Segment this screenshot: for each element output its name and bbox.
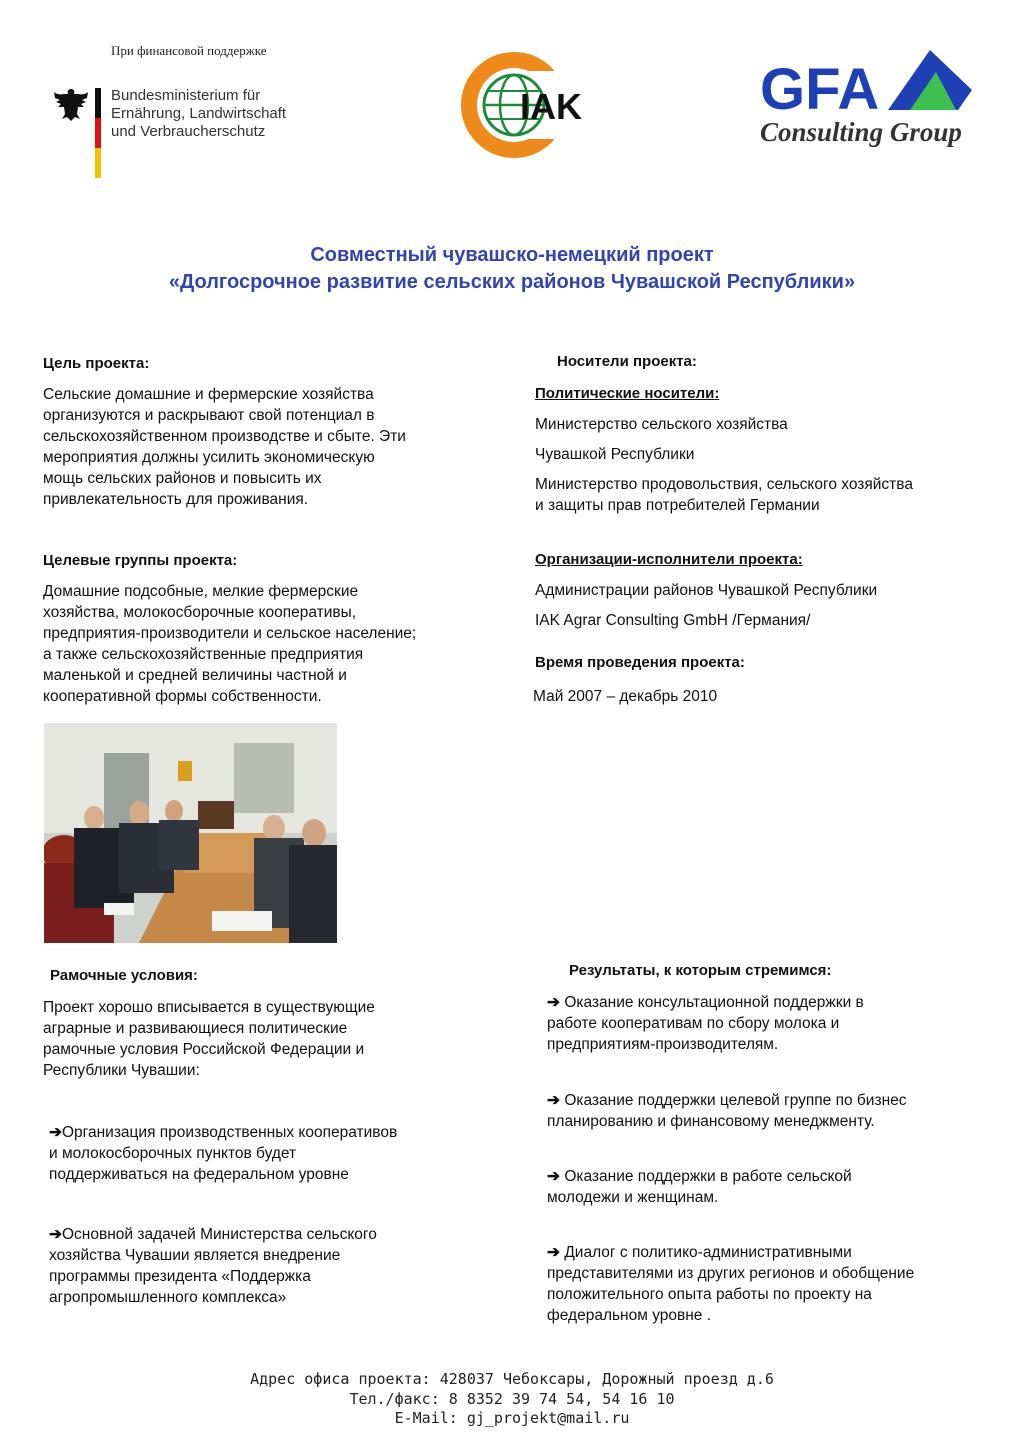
arrow-icon: ➔	[49, 1124, 62, 1141]
political-carrier-1-cont: Чувашкой Республики	[535, 446, 695, 463]
time-heading: Время проведения проекта:	[535, 654, 745, 671]
framework-item-1: ➔Организация производственных кооперативов и молокосборочных пунктов будет поддерживаться на федеральном уровне	[49, 1124, 398, 1183]
political-carrier-2: Министерство продовольствия, сельского хозяйства	[535, 476, 913, 493]
framework-item-2: ➔Основной задачей Министерства сельского хозяйства Чувашии является внедрение программы президента «Поддержка агропромышленного комплекса»	[49, 1226, 377, 1306]
results-heading: Результаты, к которым стремимся:	[569, 962, 832, 979]
result-item-2: ➔ Оказание поддержки целевой группе по бизнес планированию и финансовому менеджменту.	[547, 1092, 907, 1130]
svg-text:Consulting Group: Consulting Group	[760, 117, 962, 147]
political-carrier-2-cont: и защиты прав потребителей Германии	[535, 497, 820, 514]
political-carrier-1: Министерство сельского хозяйства	[535, 416, 788, 433]
carriers-heading: Носители проекта:	[557, 353, 697, 370]
federal-eagle-icon	[52, 86, 90, 124]
framework-heading: Рамочные условия:	[50, 967, 198, 984]
target-groups-text: Домашние подсобные, мелкие фермерские хозяйства, молокосборочные кооперативы, предприятия-производители и сельское население; а также сельскохозяйственные предприятия маленькой и средней величины частной и кооперативной формы собственности.	[43, 583, 417, 705]
executor-1: Администрации районов Чувашкой Республики	[535, 582, 878, 599]
result-item-1: ➔ Оказание консультационной поддержки в работе кооперативам по сбору молока и предприятиям-производителям.	[547, 994, 864, 1053]
footer-address: Адрес офиса проекта: 428037 Чебоксары, Дорожный проезд д.6	[250, 1370, 774, 1388]
arrow-icon: ➔	[547, 1244, 560, 1261]
arrow-icon: ➔	[49, 1226, 62, 1243]
arrow-icon: ➔	[547, 1168, 560, 1185]
result-item-4: ➔ Диалог с политико-административными представителями из других регионов и обобщение положительного опыта работы по проекту на федеральном уровне .	[547, 1244, 915, 1324]
page-title: Совместный чувашско-немецкий проект	[310, 244, 714, 266]
german-flag-stripe	[95, 88, 101, 178]
executors-heading: Организации-исполнители проекта:	[535, 551, 803, 568]
political-carriers-heading: Политические носители:	[535, 385, 720, 402]
financial-support-label: При финансовой поддержке	[111, 43, 267, 58]
goal-heading: Цель проекта:	[43, 355, 150, 372]
footer-phone: Тел./факс: 8 8352 39 74 54, 54 16 10	[349, 1390, 675, 1408]
arrow-icon: ➔	[547, 994, 560, 1011]
meeting-photo	[44, 723, 337, 943]
framework-intro: Проект хорошо вписывается в существующие аграрные и развивающиеся политические рамочные условия Российской Федерации и Республики Чувашии:	[43, 999, 375, 1079]
target-groups-heading: Целевые группы проекта:	[43, 552, 238, 569]
executor-2: IAK Agrar Consulting GmbH /Германия/	[535, 612, 811, 629]
page-subtitle: «Долгосрочное развитие сельских районов Чувашской Республики»	[168, 271, 856, 293]
result-item-3: ➔ Оказание поддержки в работе сельской молодежи и женщинам.	[547, 1168, 852, 1206]
ministry-name: Bundesministerium für Ernährung, Landwirtschaft und Verbraucherschutz	[111, 87, 287, 140]
gfa-logo	[760, 48, 975, 152]
svg-text:IAK: IAK	[520, 86, 582, 127]
iak-logo	[458, 49, 598, 161]
time-value: Май 2007 – декабрь 2010	[533, 688, 718, 705]
svg-text:GFA: GFA	[760, 57, 880, 122]
footer-email[interactable]: E-Mail: gj_projekt@mail.ru	[394, 1409, 630, 1427]
arrow-icon: ➔	[547, 1092, 560, 1109]
goal-text: Сельские домашние и фермерские хозяйства организуются и раскрывают свой потенциал в сельскохозяйственном производстве и сбыте. Эти мероприятия должны усилить экономическую мощь сельских районов и повысить их привлекательность для проживания.	[43, 386, 406, 508]
